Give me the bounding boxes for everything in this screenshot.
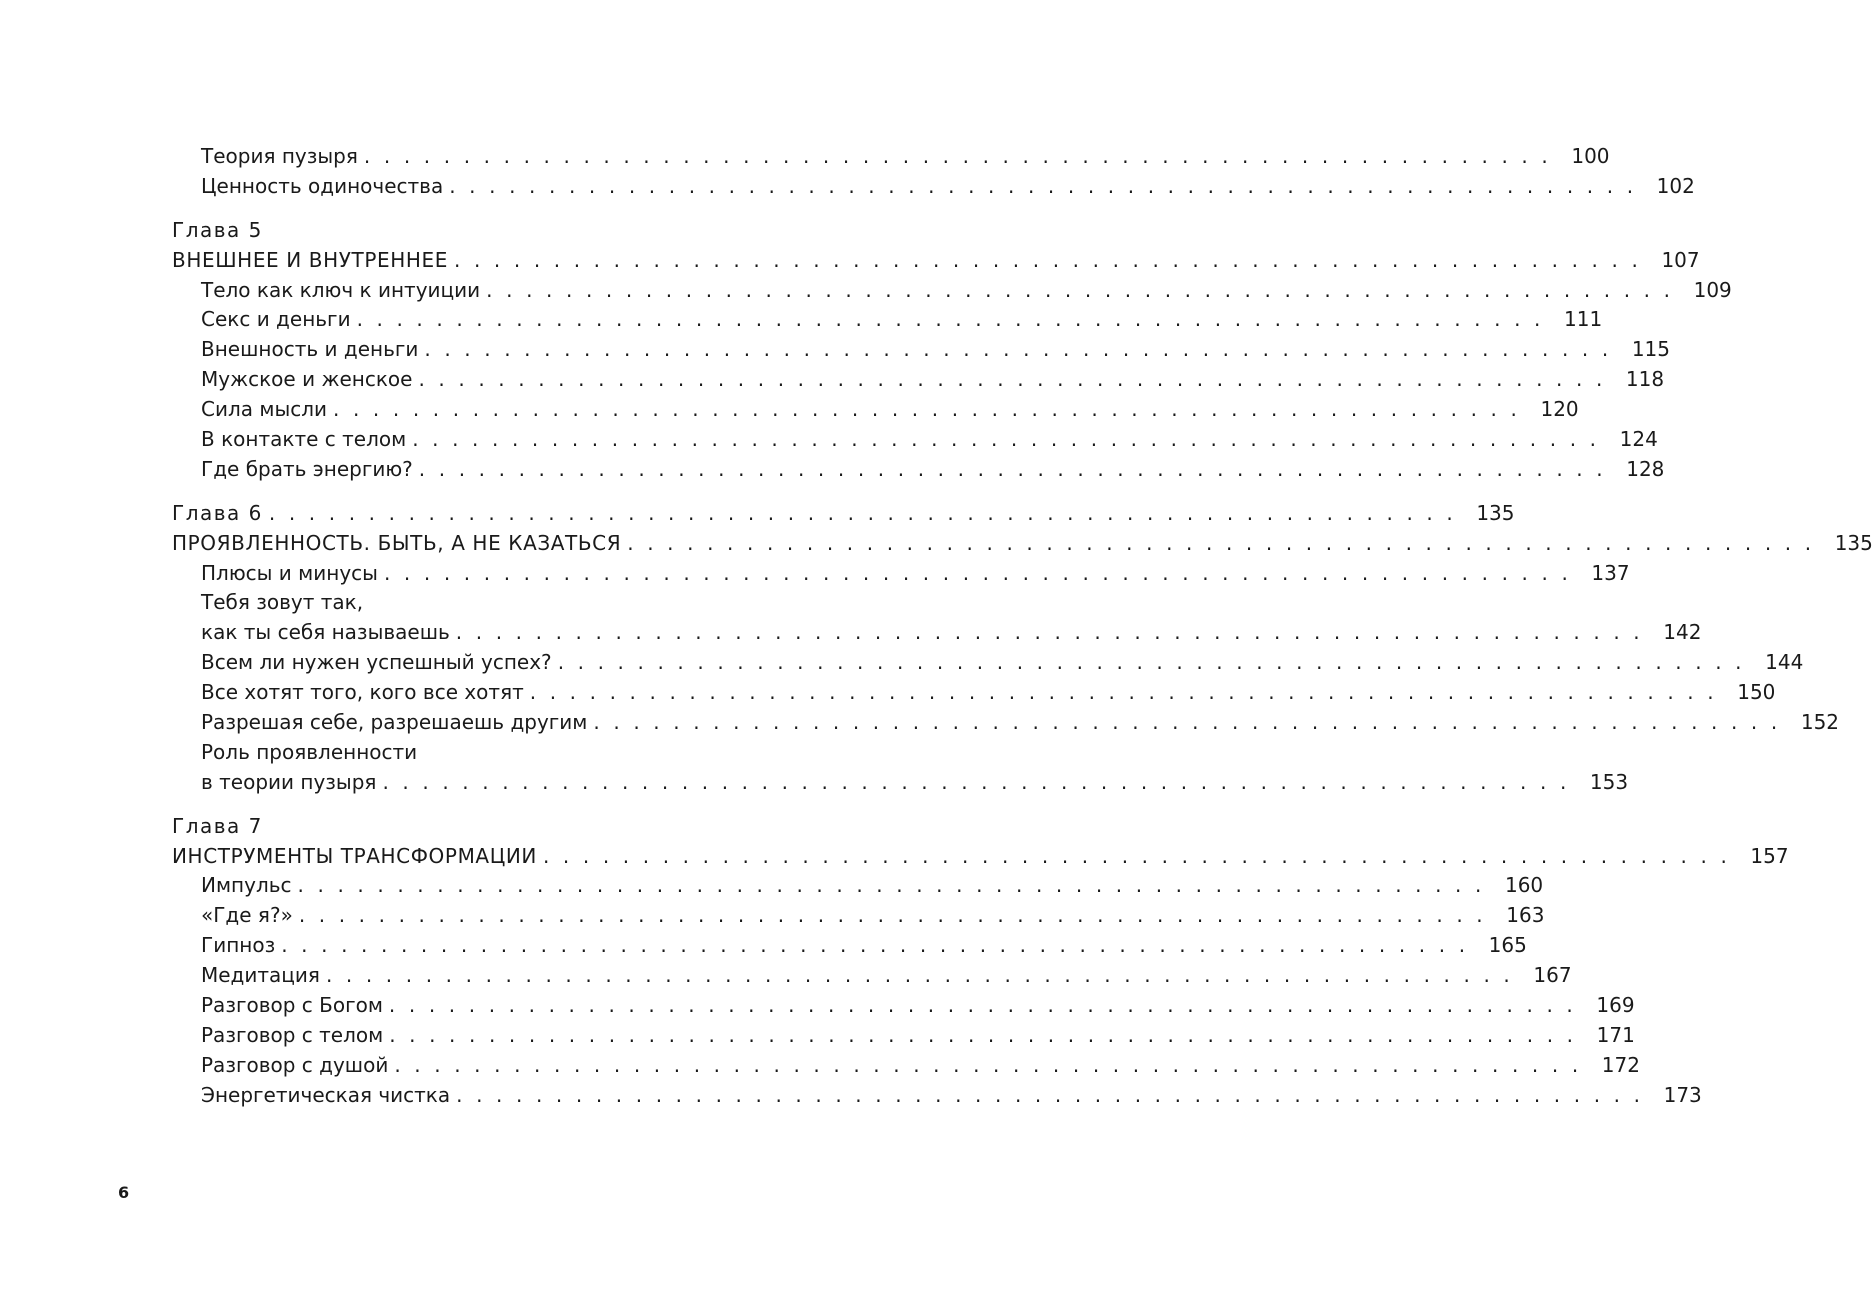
toc-entry-page: 135 [1834, 530, 1873, 555]
toc-entry [172, 931, 1527, 961]
toc-entry-page: 111 [1564, 307, 1603, 332]
toc-entry [172, 991, 1635, 1021]
toc-entry [172, 708, 1840, 738]
dot-leader: ............................................................ [486, 277, 1684, 302]
toc-entry [172, 559, 1630, 589]
toc-entry-page: 142 [1663, 620, 1702, 645]
toc-entry [172, 1051, 1640, 1081]
toc-entry-label: в теории пузыря [201, 768, 378, 798]
toc-chapter-heading [172, 216, 738, 246]
toc-entry-page: 135 [1476, 500, 1515, 525]
toc-entry-page: 157 [1750, 843, 1789, 868]
toc-entry-label: Разговор с душой [201, 1051, 390, 1081]
toc-entry-label: Роль проявленности [201, 738, 419, 768]
dot-leader: ............................................................ [456, 1082, 1654, 1107]
dot-leader: ............................................................ [333, 397, 1531, 422]
toc-entry-page: 120 [1540, 397, 1579, 422]
toc-entry-label: Импульс [201, 871, 294, 901]
dot-leader: ............................................................ [593, 710, 1791, 735]
toc-entry-page: 173 [1663, 1082, 1702, 1107]
toc-entry-label: Тело как ключ к интуиции [201, 276, 482, 306]
toc-entry-page: 167 [1533, 963, 1572, 988]
toc-entry [172, 871, 1544, 901]
toc-entry-label: Теория пузыря [201, 142, 360, 172]
toc-entry [172, 172, 1695, 202]
toc-entry-label: Секс и деньги [201, 305, 353, 335]
toc-entry [172, 395, 1579, 425]
dot-leader: ............................................................ [325, 963, 1524, 988]
toc-entry-page: 100 [1571, 144, 1610, 168]
toc-entry-label: ПРОЯВЛЕННОСТЬ. БЫТЬ, А НЕ КАЗАТЬСЯ [172, 529, 623, 559]
toc-entry [172, 901, 1545, 931]
toc-entry-label: Ценность одиночества [201, 172, 445, 202]
toc-entry-label: В контакте с телом [201, 425, 408, 455]
toc-entry [172, 365, 1665, 395]
toc-entry-page: 150 [1737, 680, 1776, 705]
toc-entry-label: Мужское и женское [201, 365, 414, 395]
dot-leader: ............................................................ [418, 367, 1616, 392]
toc-entry [172, 648, 1804, 678]
toc-entry-page: 107 [1661, 247, 1700, 272]
dot-leader: ............................................................ [297, 873, 1495, 898]
toc-entry-label: Разговор с Богом [201, 991, 385, 1021]
toc-entry [172, 305, 1603, 335]
toc-entry [172, 1081, 1702, 1111]
toc-entry-page: 115 [1631, 337, 1671, 362]
toc-entry-page: 163 [1506, 903, 1545, 928]
dot-leader: ............................................................ [542, 843, 1741, 868]
dot-leader: ............................................................ [388, 993, 1587, 1018]
dot-leader: ............................................................ [383, 560, 1582, 585]
toc-entry-page: 118 [1625, 367, 1665, 392]
toc-entry-page: 169 [1596, 993, 1635, 1018]
toc-entry-page: 165 [1488, 933, 1527, 958]
toc-entry [172, 455, 1665, 485]
toc-entry-page: 152 [1800, 710, 1840, 735]
toc-entry-page: 153 [1589, 769, 1629, 794]
toc-entry [172, 678, 1776, 708]
toc-entry-page: 137 [1591, 560, 1630, 585]
toc-entry [172, 1021, 1635, 1051]
toc-entry-label: ИНСТРУМЕНТЫ ТРАНСФОРМАЦИИ [172, 842, 539, 872]
toc-entry-label: Энергетическая чистка [201, 1081, 452, 1111]
toc-entry-label: Медитация [201, 961, 322, 991]
toc-chapter-title [172, 842, 1789, 872]
toc-entry-label: Тебя зовут так, [201, 588, 365, 618]
toc-entry-label: «Где я?» [201, 901, 295, 931]
toc-entry-label: Глава 6 [172, 499, 265, 529]
dot-leader: ............................................................ [627, 530, 1825, 555]
toc-entry [172, 276, 1732, 306]
dot-leader: ............................................................ [356, 307, 1555, 332]
dot-leader: ............................................................ [298, 903, 1497, 928]
toc-entry [172, 142, 1610, 172]
toc-entry-page: 160 [1504, 873, 1544, 898]
dot-leader: ............................................................ [529, 680, 1728, 705]
toc-chapter-heading [172, 812, 738, 842]
toc-entry-label: Гипноз [201, 931, 277, 961]
dot-leader: ............................................................ [281, 933, 1479, 958]
toc-entry [172, 335, 1671, 365]
toc-entry-label: Разговор с телом [201, 1021, 385, 1051]
toc-entry-page: 102 [1656, 173, 1695, 198]
dot-leader: ............................................................ [363, 144, 1562, 168]
toc-entry-label: Разрешая себе, разрешаешь другим [201, 708, 589, 738]
toc-chapter-heading [172, 499, 1515, 529]
toc-entry [172, 425, 1658, 455]
toc-entry-page: 171 [1596, 1022, 1635, 1047]
toc-chapter-title [172, 529, 1873, 559]
dot-leader: ............................................................ [424, 337, 1622, 362]
dot-leader: ............................................................ [389, 1022, 1587, 1047]
toc-entry [172, 768, 1629, 798]
toc-entry-label: Глава 5 [172, 216, 265, 246]
dot-leader: ............................................................ [453, 247, 1652, 272]
dot-leader: ............................................................ [412, 427, 1610, 452]
toc-entry [172, 588, 738, 618]
toc-entry-page: 128 [1626, 456, 1665, 481]
toc-entry-label: Внешность и деньги [201, 335, 420, 365]
toc-entry-page: 172 [1601, 1052, 1640, 1077]
toc-entry-label: Плюсы и минусы [201, 559, 380, 589]
toc-entry-page: 124 [1619, 427, 1658, 452]
toc-entry-label: Все хотят того, кого все хотят [201, 678, 526, 708]
table-of-contents [172, 142, 1873, 1111]
toc-entry [172, 961, 1572, 991]
toc-entry-page: 109 [1693, 277, 1732, 302]
dot-leader: ............................................................ [455, 620, 1654, 645]
toc-entry-label: Всем ли нужен успешный успех? [201, 648, 554, 678]
toc-entry-label: Сила мысли [201, 395, 329, 425]
toc-entry-label: Глава 7 [172, 812, 265, 842]
toc-entry-label: как ты себя называешь [201, 618, 452, 648]
dot-leader: ............................................................ [382, 769, 1580, 794]
dot-leader: ............................................................ [268, 500, 1467, 525]
dot-leader: ............................................................ [557, 650, 1756, 675]
toc-entry-label: ВНЕШНЕЕ И ВНУТРЕННЕЕ [172, 246, 450, 276]
toc-entry-label: Где брать энергию? [201, 455, 415, 485]
dot-leader: ............................................................ [394, 1052, 1592, 1077]
toc-entry [172, 738, 738, 768]
toc-chapter-title [172, 246, 1700, 276]
toc-entry [172, 618, 1702, 648]
page-number: 6 [118, 1183, 130, 1202]
dot-leader: ............................................................ [418, 456, 1617, 481]
toc-entry-page: 144 [1765, 650, 1804, 675]
dot-leader: ............................................................ [449, 173, 1647, 198]
